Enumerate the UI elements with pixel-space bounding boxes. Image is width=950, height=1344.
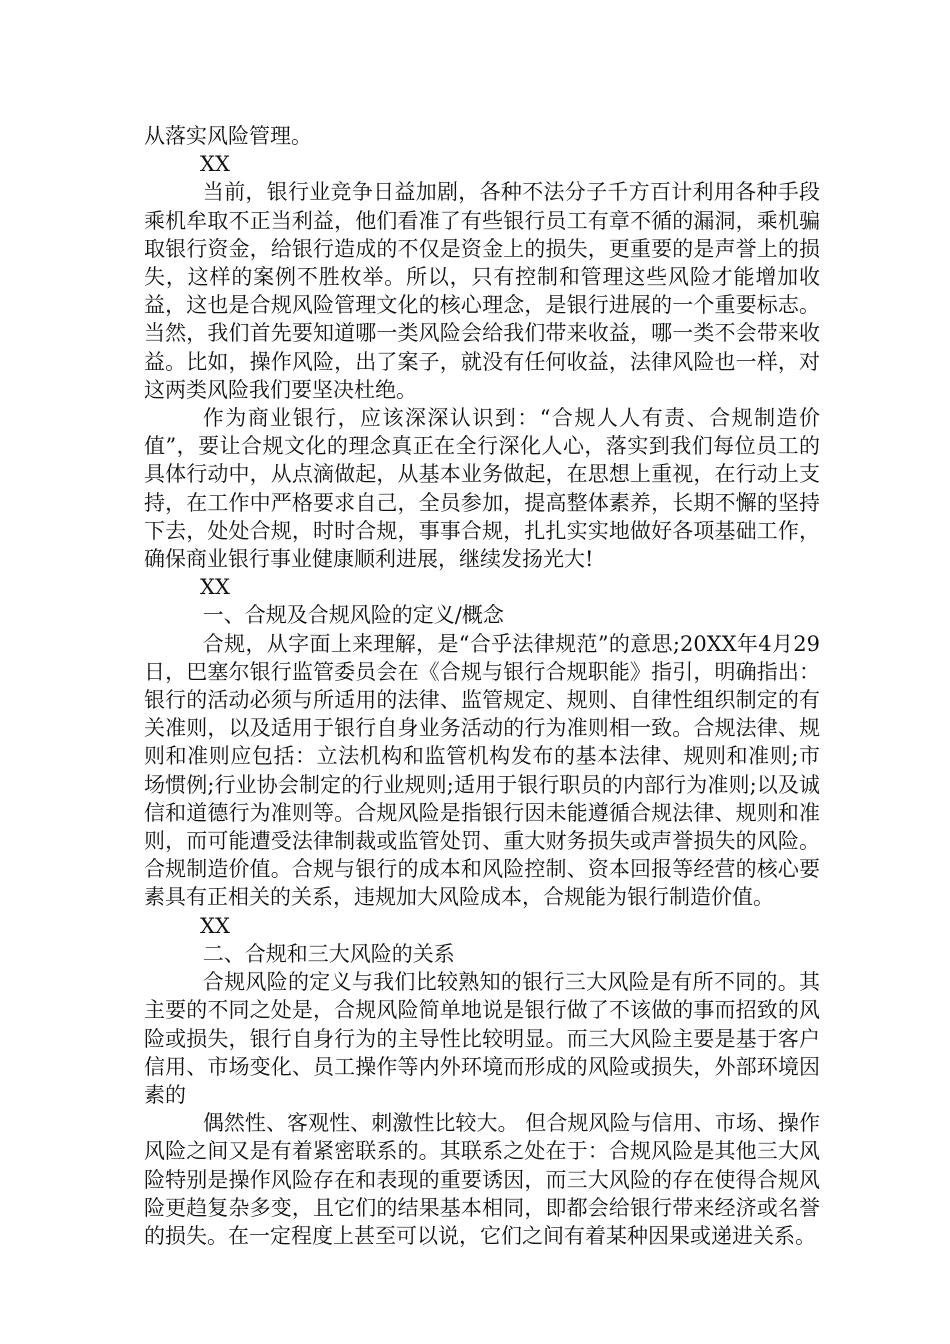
- section-marker: XX: [200, 152, 230, 177]
- paragraph: 偶然性、客观性、刺激性比较大。 但合规风险与信用、市场、操作风险之间又是有着紧密联系的。其联系之处在于：合规风险是其他三大风险特别是操作风险存在和表现的重要诱因，而三大风险的存在使得合规风险更趋复杂多变，且它们的结果基本相同，即都会给银行带来经济或名誉的损失。在一定程度上甚至可以说，它们之间有着某种因果或递进关系。: [144, 1111, 820, 1248]
- section-heading: 二、合规和三大风险的关系: [202, 941, 455, 966]
- paragraph-fragment: 从落实风险管理。: [144, 124, 312, 148]
- paragraph: 当前，银行业竞争日益加剧，各种不法分子千方百计利用各种手段乘机牟取不正当利益，他们看准了有些银行员工有章不循的漏洞，乘机骗取银行资金，给银行造成的不仅是资金上的损失，更重要的是声誉上的损失，这样的案例不胜枚举。所以，只有控制和管理这些风险才能增加收益，这也是合规风险管理文化的核心理念，是银行进展的一个重要标志。当然，我们首先要知道哪一类风险会给我们带来收益，哪一类不会带来收益。比如，操作风险，出了案子，就没有任何收益，法律风险也一样，对这两类风险我们要坚决杜绝。: [144, 180, 820, 402]
- paragraph: 作为商业银行，应该深深认识到：“合规人人有责、合规制造价值”，要让合规文化的理念真正在全行深化人心，落实到我们每位员工的具体行动中，从点滴做起，从基本业务做起，在思想上重视，在行动上支持，在工作中严格要求自己，全员参加，提高整体素养，长期不懈的坚持下去，处处合规，时时合规，事事合规，扎扎实实地做好各项基础工作，确保商业银行事业健康顺利进展，继续发扬光大!: [144, 406, 820, 572]
- section-heading: 一、合规及合规风险的定义/概念: [202, 603, 504, 628]
- section-marker: XX: [200, 575, 230, 600]
- paragraph: 合规风险的定义与我们比较熟知的银行三大风险是有所不同的。其主要的不同之处是，合规风险简单地说是银行做了不该做的事而招致的风险或损失，银行自身行为的主导性比较明显。而三大风险主要是基于客户信用、市场变化、员工操作等内外环境而形成的风险或损失，外部环境因素的: [144, 970, 820, 1107]
- document-body: [144, 122, 820, 1250]
- section-marker: XX: [200, 913, 230, 938]
- paragraph: 合规，从字面上来理解，是“合乎法律规范”的意思;20XX年4月29日，巴塞尔银行监管委员会在《合规与银行合规职能》指引，明确指出：银行的活动必须与所适用的法律、监管规定、规则、自律性组织制定的有关准则，以及适用于银行自身业务活动的行为准则相一致。合规法律、规则和准则应包括：立法机构和监管机构发布的基本法律、规则和准则;市场惯例;行业协会制定的行业规则;适用于银行职员的内部行为准则;以及诚信和道德行为准则等。合规风险是指银行因未能遵循合规法律、规则和准则，而可能遭受法律制裁或监管处罚、重大财务损失或声誉损失的风险。合规制造价值。合规与银行的成本和风险控制、资本回报等经营的核心要素具有正相关的关系，违规加大风险成本，合规能为银行制造价值。: [144, 631, 820, 910]
